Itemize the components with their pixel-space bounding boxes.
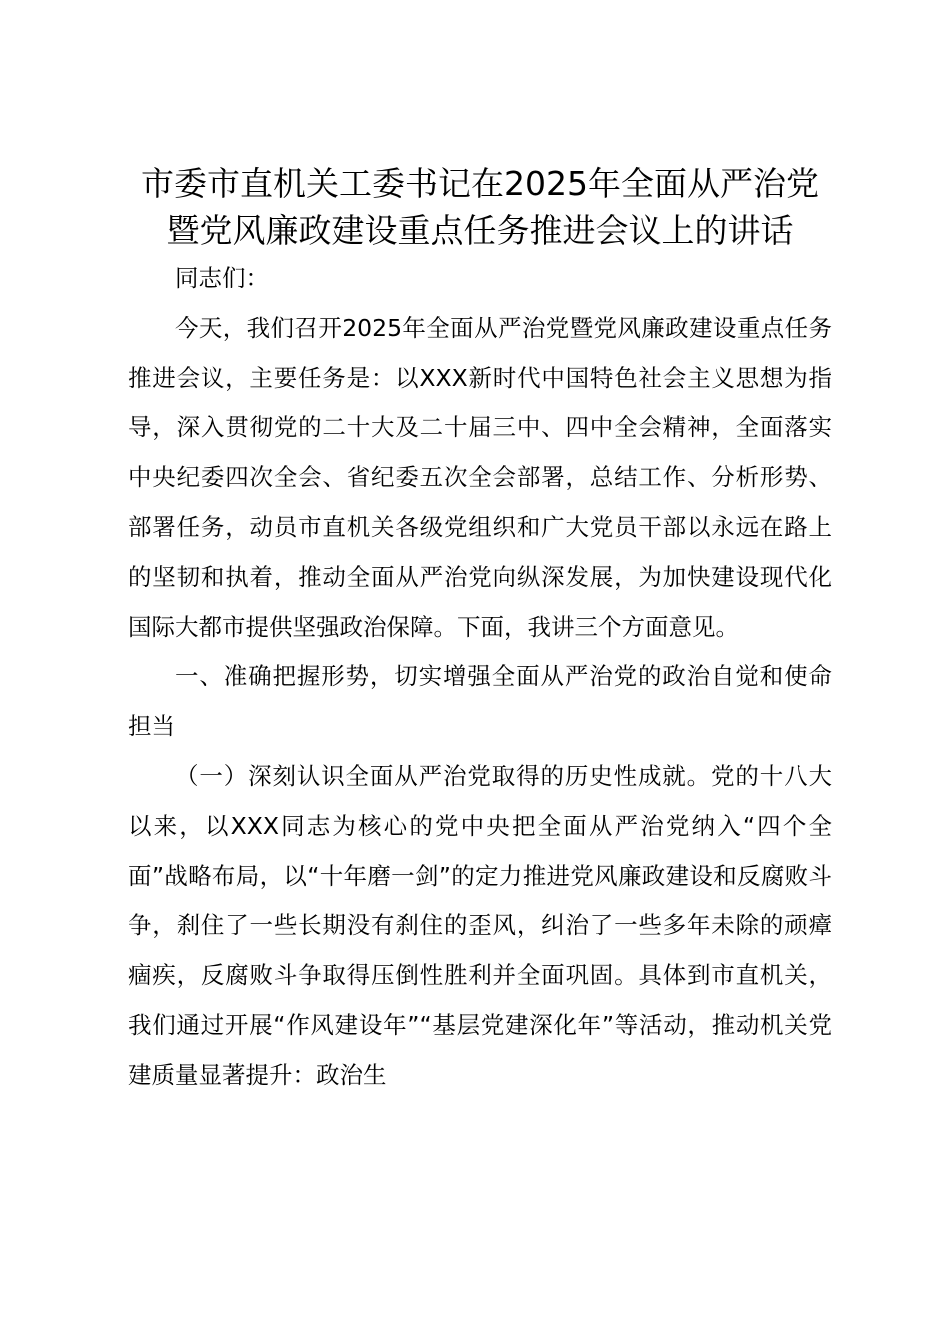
salutation: 同志们： bbox=[175, 264, 269, 292]
section-heading-1: 一、准确把握形势，切实增强全面从严治党的政治自觉和使命担当 bbox=[128, 662, 832, 741]
document-title: 市委市直机关工委书记在2025年全面从严治党暨党风廉政建设重点任务推进会议上的讲话 bbox=[141, 164, 819, 250]
paragraph-subsection-1: （一）深刻认识全面从严治党取得的历史性成就。党的十八大以来，以XXX同志为核心的党中央把全面从严治党纳入“四个全面”战略布局，以“十年磨一剑”的定力推进党风廉政建设和反腐败斗争，刹住了一些长期没有刹住的歪风，纠治了一些多年未除的顽瘴痼疾，反腐败斗争取得压倒性胜利并全面巩固。具体到市直机关，我们通过开展“作风建设年”“基层党建深化年”等活动，推动机关党建质量显著提升：政治生 bbox=[128, 761, 832, 1089]
paragraph-intro: 今天，我们召开2025年全面从严治党暨党风廉政建设重点任务推进会议，主要任务是：以XXX新时代中国特色社会主义思想为指导，深入贯彻党的二十大及二十届三中、四中全会精神，全面落实中央纪委四次全会、省纪委五次全会部署，总结工作、分析形势、部署任务，动员市直机关各级党组织和广大党员干部以永远在路上的坚韧和执着，推动全面从严治党向纵深发展，为加快建设现代化国际大都市提供坚强政治保障。下面，我讲三个方面意见。 bbox=[128, 313, 832, 641]
document-body bbox=[128, 160, 832, 1101]
